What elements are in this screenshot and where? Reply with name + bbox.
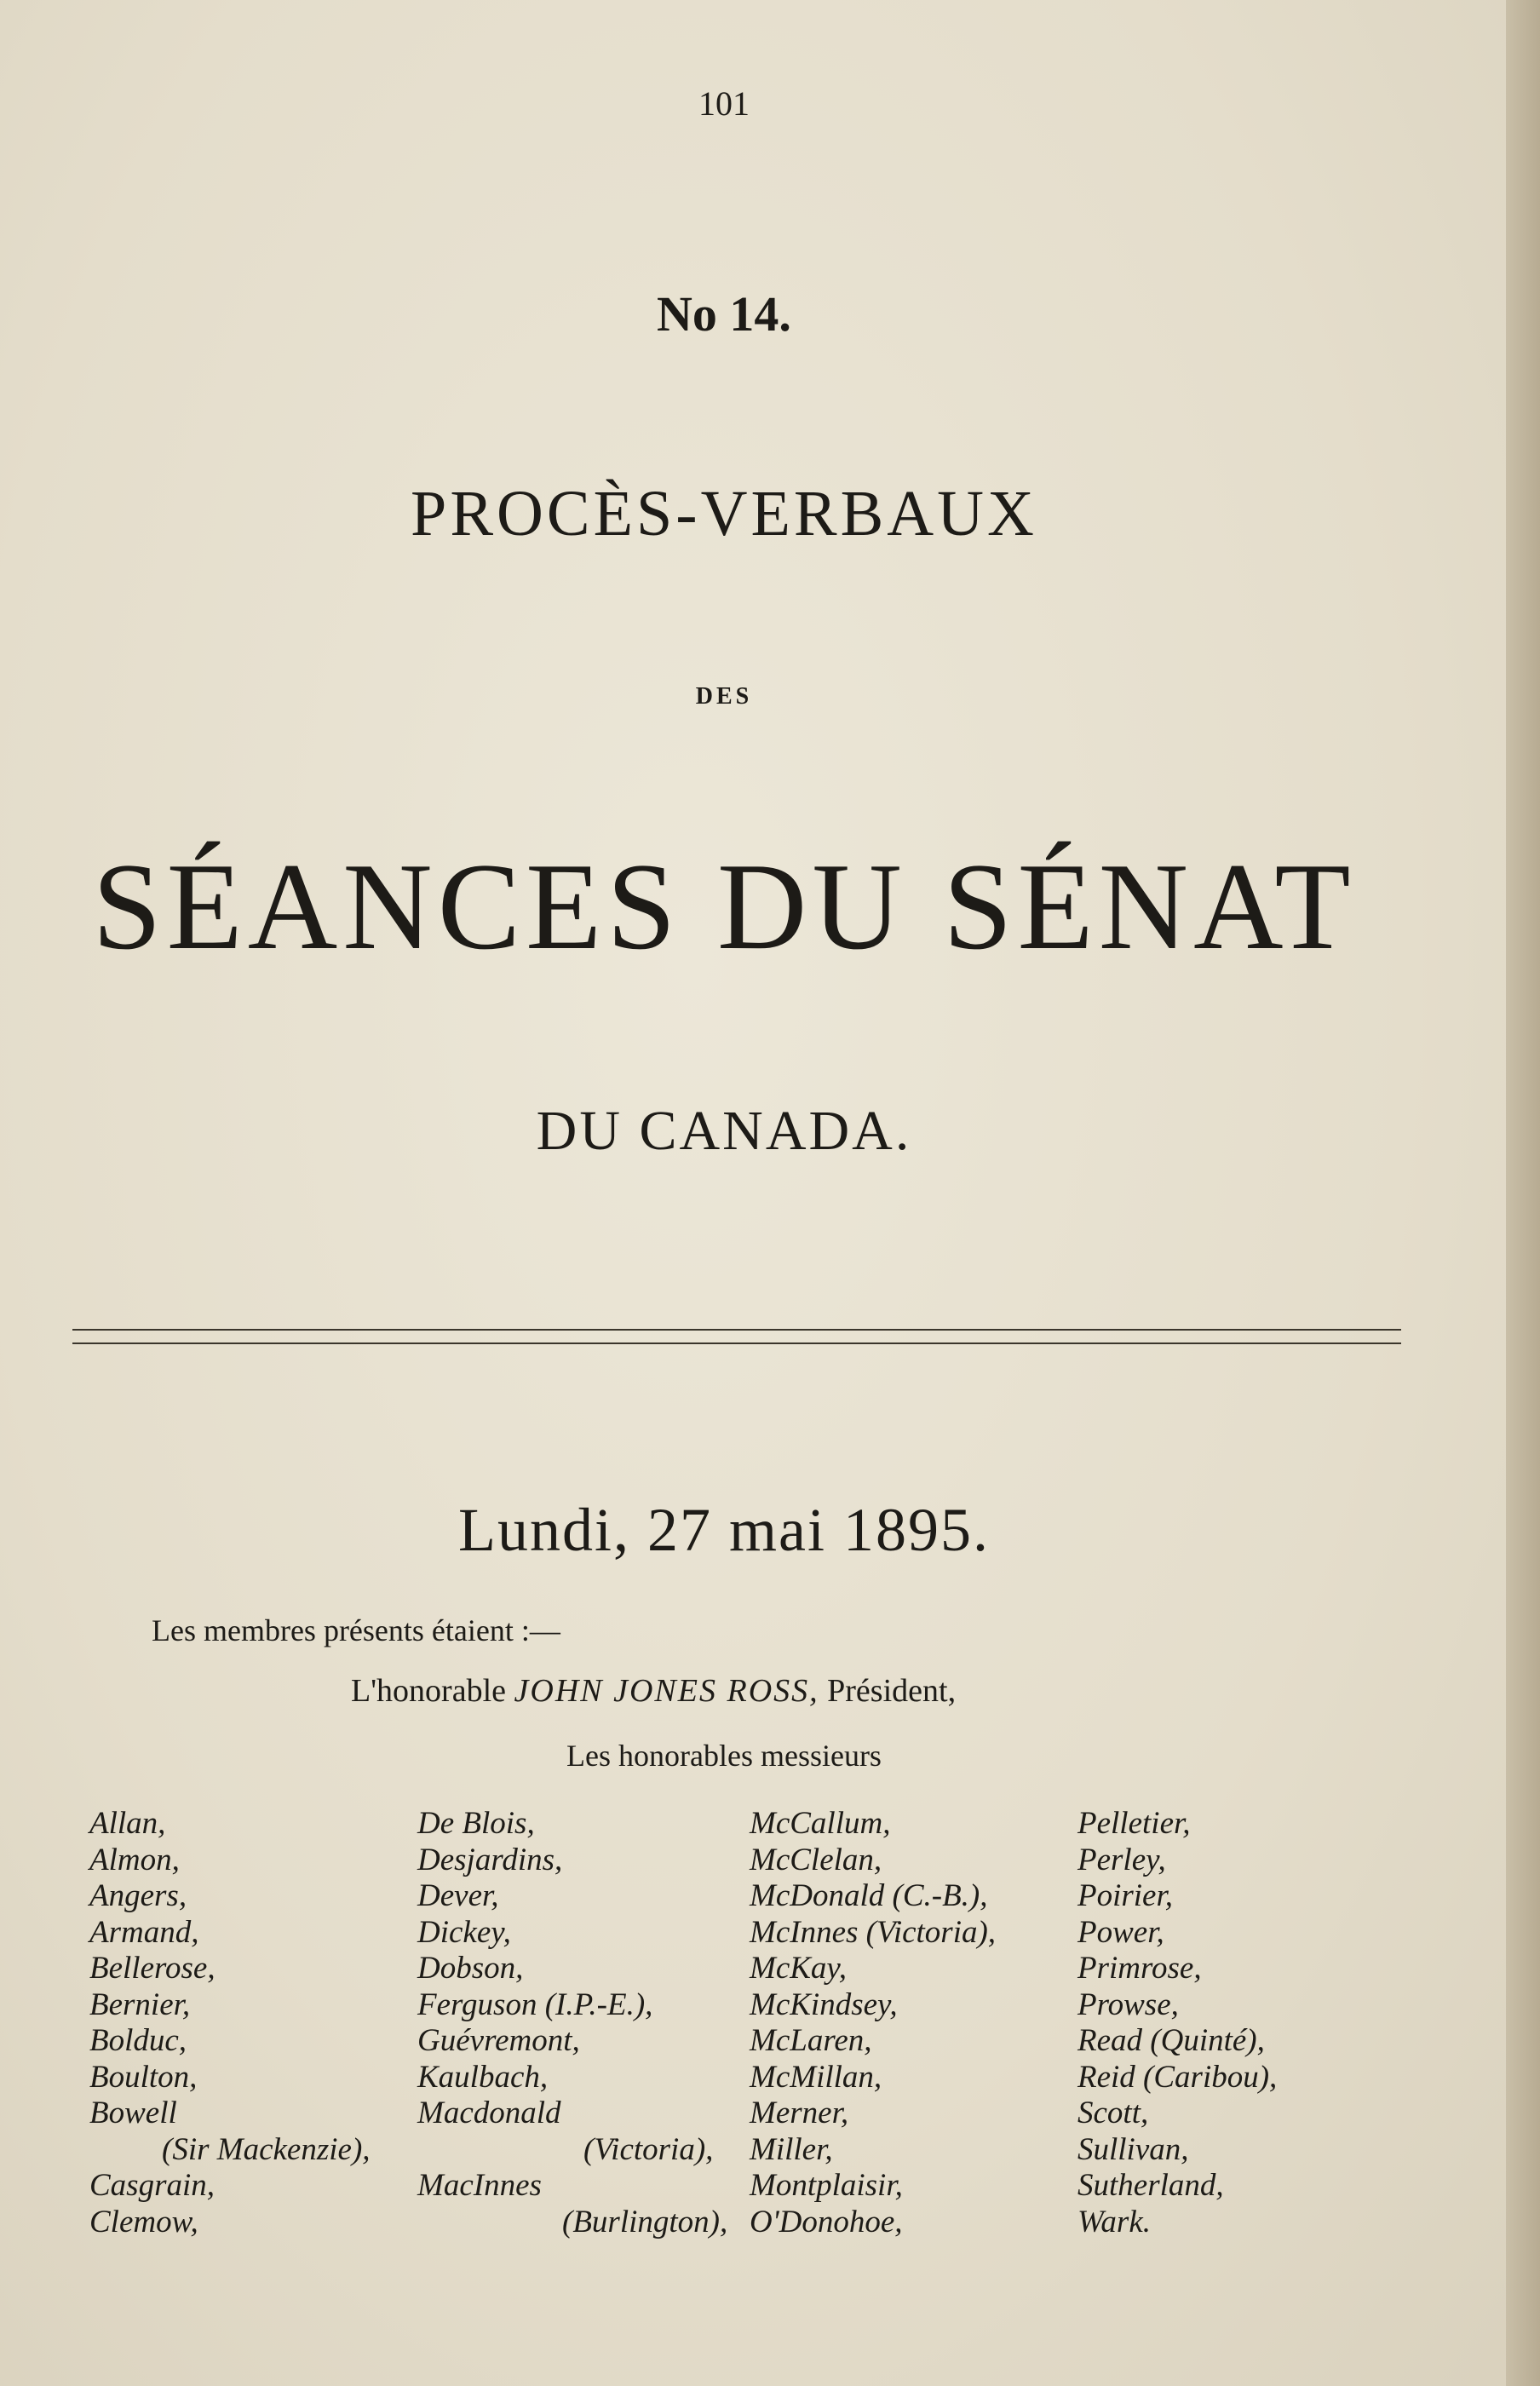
member-name: Allan, [89, 1806, 166, 1841]
member-name: McKindsey, [750, 1986, 898, 2022]
member-name: Power, [1077, 1914, 1164, 1950]
member-name: Guévremont, [417, 2023, 580, 2058]
member-name: Dickey, [417, 1914, 511, 1950]
members-column-1 [89, 1806, 371, 2240]
president-name: JOHN JONES ROSS, [514, 1673, 819, 1709]
member-name: Ferguson (I.P.-E.), [417, 1986, 653, 2022]
members-column-4 [1077, 1806, 1277, 2240]
member-name: Prowse, [1077, 1986, 1179, 2022]
member-name: Pelletier, [1077, 1806, 1191, 1841]
president-title: Président, [827, 1673, 957, 1709]
member-name: Desjardins, [417, 1842, 563, 1877]
member-name: McCallum, [750, 1806, 891, 1841]
member-name: Casgrain, [89, 2168, 215, 2203]
member-name: Clemow, [89, 2204, 198, 2239]
honorables-line: Les honorables messieurs [566, 1739, 882, 1773]
document-number: No 14. [657, 286, 791, 342]
member-name: Reid (Caribou), [1077, 2059, 1278, 2095]
member-name: Armand, [89, 1914, 199, 1950]
member-name: McClelan, [750, 1842, 882, 1877]
member-name: McLaren, [750, 2023, 872, 2058]
member-name: Bowell [89, 2096, 177, 2130]
president-prefix: L'honorable [351, 1673, 507, 1709]
member-name: Poirier, [1077, 1878, 1174, 1913]
book-spine-edge [1506, 0, 1540, 2386]
member-name: Primrose, [1077, 1951, 1202, 1986]
member-name: McInnes (Victoria), [750, 1914, 997, 1950]
member-name: Sutherland, [1077, 2168, 1224, 2203]
member-name: Read (Quinté), [1077, 2023, 1265, 2058]
divider-rule-top [72, 1329, 1401, 1331]
member-name: Angers, [89, 1878, 187, 1913]
member-name-continuation: (Burlington), [562, 2204, 728, 2239]
member-name: Bolduc, [89, 2023, 187, 2058]
member-name: McDonald (C.-B.), [750, 1878, 988, 1913]
member-name: Montplaisir, [750, 2168, 903, 2203]
member-name: Wark. [1077, 2204, 1151, 2239]
member-name: Bernier, [89, 1986, 191, 2022]
member-name-continuation: (Victoria), [583, 2131, 714, 2167]
member-name: Kaulbach, [417, 2059, 549, 2095]
members-column-2 [417, 1806, 727, 2240]
session-date: Lundi, 27 mai 1895. [458, 1496, 990, 1564]
member-name: Dever, [417, 1878, 499, 1913]
member-name: Scott, [1077, 2096, 1149, 2130]
title-seances-du-senat: SÉANCES DU SÉNAT [92, 837, 1356, 975]
member-name: McKay, [750, 1951, 848, 1986]
member-name: MacInnes [417, 2168, 542, 2203]
member-name: Miller, [750, 2131, 833, 2167]
members-column-3 [750, 1806, 996, 2240]
member-name-continuation: (Sir Mackenzie), [162, 2131, 371, 2167]
member-name: Boulton, [89, 2059, 198, 2095]
member-name: Merner, [750, 2096, 849, 2130]
member-name: O'Donohoe, [750, 2204, 903, 2239]
member-name: Perley, [1077, 1842, 1166, 1877]
title-des: DES [695, 683, 753, 710]
page-number: 101 [698, 84, 750, 123]
member-name: McMillan, [750, 2059, 882, 2095]
member-name: Bellerose, [89, 1951, 215, 1986]
president-line [351, 1672, 956, 1710]
title-proces-verbaux: PROCÈS-VERBAUX [411, 478, 1037, 549]
members-intro: Les membres présents étaient :— [152, 1613, 560, 1647]
member-name: Sullivan, [1077, 2131, 1189, 2167]
member-name: De Blois, [417, 1806, 535, 1841]
title-du-canada: DU CANADA. [536, 1100, 912, 1162]
member-name: Almon, [89, 1842, 180, 1877]
member-name: Dobson, [417, 1951, 524, 1986]
divider-rule-bottom [72, 1342, 1401, 1344]
member-name: Macdonald [417, 2096, 561, 2130]
